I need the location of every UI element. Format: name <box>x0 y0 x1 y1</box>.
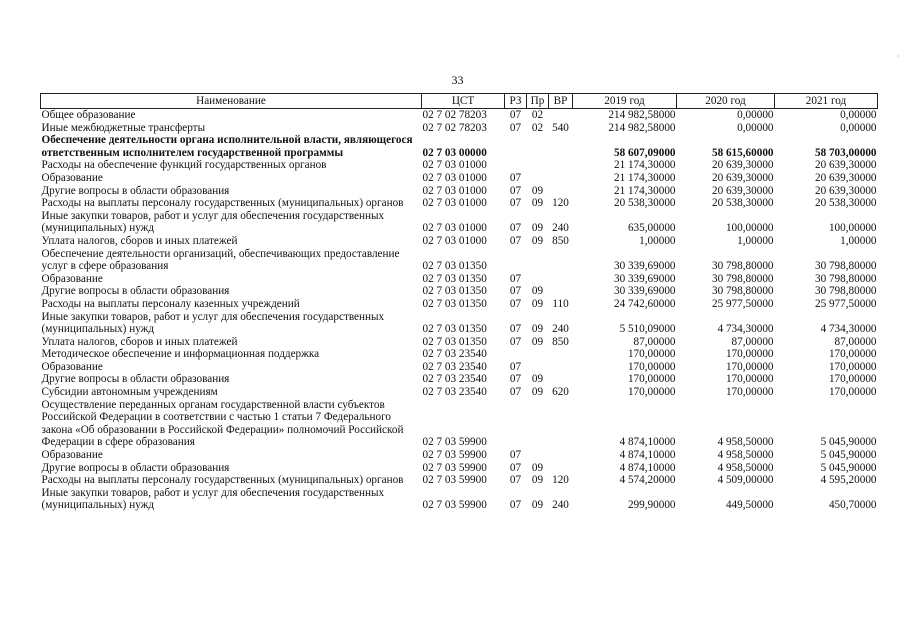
cell-2020: 100,00000 <box>725 222 774 235</box>
cell-csr: 02 7 03 59900 <box>422 461 487 474</box>
cell-pr: 09 <box>531 184 544 197</box>
cell-csr: 02 7 03 01350 <box>422 323 487 336</box>
table-row <box>41 336 878 349</box>
table-row <box>41 273 878 286</box>
cell-rz: 07 <box>509 297 522 310</box>
cell-2019: 4 574,20000 <box>619 474 676 487</box>
cell-2021: 20 639,30000 <box>814 159 877 172</box>
cell-csr: 02 7 03 01000 <box>422 197 487 210</box>
cell-pr <box>527 134 549 159</box>
table-row <box>41 185 878 198</box>
cell-vr <box>549 373 573 386</box>
table-row <box>41 449 878 462</box>
cell-csr: 02 7 03 59900 <box>422 499 487 512</box>
cell-2020: 170,00000 <box>725 348 774 361</box>
cell-2021: 20 639,30000 <box>814 184 877 197</box>
cell-2019: 87,00000 <box>633 335 676 348</box>
cell-pr: 02 <box>531 121 544 134</box>
cell-name: Иные закупки товаров, работ и услуг для обеспечения государственных (муниципальных) нужд <box>41 310 385 336</box>
cell-2019: 21 174,30000 <box>613 171 676 184</box>
cell-name: Обеспечение деятельности органа исполнительной власти, являющегося ответственным исполнителем государственной программы <box>41 134 413 159</box>
cell-name: Расходы на обеспечение функций государственных органов <box>41 159 327 172</box>
cell-vr: 120 <box>552 197 569 210</box>
cell-name: Другие вопросы в области образования <box>41 373 230 386</box>
cell-2021: 170,00000 <box>828 386 877 399</box>
cell-pr <box>527 172 549 185</box>
cell-csr: 02 7 03 59900 <box>422 436 487 449</box>
table-row <box>41 487 878 512</box>
cell-csr: 02 7 02 78203 <box>422 121 487 134</box>
cell-csr: 02 7 03 23540 <box>422 373 487 386</box>
cell-2020: 25 977,50000 <box>711 297 774 310</box>
cell-csr: 02 7 03 01350 <box>422 335 487 348</box>
cell-pr: 09 <box>531 285 544 298</box>
cell-csr: 02 7 03 01350 <box>422 272 487 285</box>
cell-rz: 07 <box>509 285 522 298</box>
cell-name: Расходы на выплаты персоналу казенных учреждений <box>41 297 300 310</box>
page-number: 33 <box>451 73 464 87</box>
header-csr: ЦСТ <box>422 94 505 109</box>
header-rz: РЗ <box>505 94 527 109</box>
cell-2020: 0,00000 <box>737 121 774 134</box>
cell-2021: 58 703,00000 <box>814 146 877 159</box>
cell-csr: 02 7 03 23540 <box>422 386 487 399</box>
cell-pr: 02 <box>531 109 544 121</box>
cell-pr <box>527 159 549 172</box>
cell-pr <box>527 449 549 462</box>
cell-vr <box>549 134 573 159</box>
cell-vr <box>549 348 573 361</box>
cell-csr: 02 7 03 00000 <box>422 146 487 159</box>
cell-name: Образование <box>41 171 103 184</box>
cell-2020: 20 639,30000 <box>711 184 774 197</box>
cell-csr: 02 7 03 23540 <box>422 348 487 361</box>
cell-name: Иные закупки товаров, работ и услуг для обеспечения государственных (муниципальных) нужд <box>41 486 385 512</box>
cell-2019: 20 538,30000 <box>613 197 676 210</box>
cell-2019: 635,00000 <box>627 222 676 235</box>
cell-name: Образование <box>41 272 103 285</box>
cell-2020: 30 798,80000 <box>711 272 774 285</box>
cell-2019: 1,00000 <box>639 234 676 247</box>
cell-pr: 09 <box>531 373 544 386</box>
cell-2021: 20 538,30000 <box>814 197 877 210</box>
cell-rz <box>505 399 527 449</box>
cell-pr: 09 <box>531 461 544 474</box>
cell-csr: 02 7 02 78203 <box>422 109 487 121</box>
cell-2021: 0,00000 <box>840 121 877 134</box>
table-row <box>41 210 878 235</box>
cell-2020: 58 615,60000 <box>711 146 774 159</box>
cell-2021: 450,70000 <box>828 499 877 512</box>
cell-pr <box>527 273 549 286</box>
cell-name: Субсидии автономным учреждениям <box>41 386 218 399</box>
cell-2021: 100,00000 <box>828 222 877 235</box>
cell-2020: 30 798,80000 <box>711 260 774 273</box>
cell-2021: 0,00000 <box>840 109 877 121</box>
table-row <box>41 172 878 185</box>
cell-2020: 4 958,50000 <box>717 436 774 449</box>
cell-2019: 4 874,10000 <box>619 436 676 449</box>
header-2019: 2019 год <box>573 94 677 109</box>
cell-2021: 4 595,20000 <box>820 474 877 487</box>
cell-2019: 4 874,10000 <box>619 461 676 474</box>
table-row <box>41 285 878 298</box>
table-row <box>41 235 878 248</box>
cell-2021: 87,00000 <box>834 335 877 348</box>
cell-name: Общее образование <box>41 109 136 121</box>
cell-pr: 09 <box>531 234 544 247</box>
cell-2019: 170,00000 <box>627 373 676 386</box>
cell-vr: 850 <box>552 335 569 348</box>
cell-2020: 20 538,30000 <box>711 197 774 210</box>
cell-pr: 09 <box>531 297 544 310</box>
cell-vr: 240 <box>552 499 569 512</box>
cell-pr: 09 <box>531 222 544 235</box>
cell-2021: 170,00000 <box>828 360 877 373</box>
table-row <box>41 474 878 487</box>
cell-2019: 24 742,60000 <box>613 297 676 310</box>
table-row <box>41 298 878 311</box>
cell-csr: 02 7 03 01000 <box>422 171 487 184</box>
cell-2019: 58 607,09000 <box>613 146 676 159</box>
cell-2020: 4 958,50000 <box>717 449 774 462</box>
cell-name: Расходы на выплаты персоналу государственных (муниципальных) органов <box>41 197 404 210</box>
cell-csr: 02 7 03 01000 <box>422 222 487 235</box>
table-row <box>41 248 878 273</box>
table-header-row <box>41 94 878 109</box>
cell-vr <box>549 172 573 185</box>
cell-csr: 02 7 03 01350 <box>422 285 487 298</box>
cell-pr: 09 <box>531 499 544 512</box>
cell-2020: 1,00000 <box>737 234 774 247</box>
cell-vr: 850 <box>552 234 569 247</box>
cell-pr <box>527 399 549 449</box>
cell-2019: 170,00000 <box>627 348 676 361</box>
cell-2021: 20 639,30000 <box>814 171 877 184</box>
cell-2020: 4 509,00000 <box>717 474 774 487</box>
cell-vr <box>549 248 573 273</box>
cell-csr: 02 7 03 01350 <box>422 297 487 310</box>
cell-2019: 4 874,10000 <box>619 449 676 462</box>
cell-csr: 02 7 03 23540 <box>422 360 487 373</box>
cell-name: Уплата налогов, сборов и иных платежей <box>41 234 238 247</box>
cell-csr: 02 7 03 01000 <box>422 234 487 247</box>
cell-rz: 07 <box>509 335 522 348</box>
table-row <box>41 109 878 122</box>
cell-2019: 21 174,30000 <box>613 159 676 172</box>
cell-vr <box>549 361 573 374</box>
cell-vr <box>549 462 573 475</box>
table-row <box>41 311 878 336</box>
header-name: Наименование <box>41 94 422 109</box>
header-pr: Пр <box>527 94 549 109</box>
cell-rz: 07 <box>509 386 522 399</box>
cell-csr: 02 7 03 01350 <box>422 260 487 273</box>
cell-name: Обеспечение деятельности организаций, обеспечивающих предоставление услуг в сфере образования <box>41 247 400 273</box>
cell-2020: 20 639,30000 <box>711 159 774 172</box>
cell-rz: 07 <box>509 449 522 462</box>
cell-pr: 09 <box>531 474 544 487</box>
cell-name: Иные закупки товаров, работ и услуг для обеспечения государственных (муниципальных) нужд <box>41 209 385 235</box>
cell-name: Осуществление переданных органам государственной власти субъектов Российской Федерации в соответствии с частью 1 статьи 7 Федерального закона «Об образовании в Российской Федерации» полномочий Российской Федерации в сфере образования <box>41 398 404 449</box>
cell-pr <box>527 248 549 273</box>
cell-rz: 07 <box>509 272 522 285</box>
cell-rz: 07 <box>509 234 522 247</box>
cell-vr: 120 <box>552 474 569 487</box>
cell-csr: 02 7 03 01000 <box>422 184 487 197</box>
cell-name: Уплата налогов, сборов и иных платежей <box>41 335 238 348</box>
cell-rz: 07 <box>509 109 522 121</box>
cell-vr <box>549 109 573 122</box>
cell-rz: 07 <box>509 373 522 386</box>
table-row <box>41 386 878 399</box>
table-row <box>41 373 878 386</box>
cell-2019: 30 339,69000 <box>613 260 676 273</box>
cell-vr: 240 <box>552 323 569 336</box>
table-body <box>41 109 878 513</box>
header-2020: 2020 год <box>677 94 775 109</box>
cell-vr <box>549 159 573 172</box>
cell-2019: 170,00000 <box>627 360 676 373</box>
cell-2019: 30 339,69000 <box>613 272 676 285</box>
cell-2019: 5 510,09000 <box>619 323 676 336</box>
cell-rz <box>505 134 527 159</box>
cell-name: Образование <box>41 449 103 462</box>
cell-2019: 21 174,30000 <box>613 184 676 197</box>
cell-name: Методическое обеспечение и информационная поддержка <box>41 348 320 361</box>
cell-rz <box>505 159 527 172</box>
cell-pr: 09 <box>531 197 544 210</box>
cell-2021: 30 798,80000 <box>814 285 877 298</box>
cell-rz: 07 <box>509 360 522 373</box>
cell-rz: 07 <box>509 323 522 336</box>
cell-2020: 4 958,50000 <box>717 461 774 474</box>
cell-pr <box>527 348 549 361</box>
budget-table <box>40 93 878 512</box>
cell-name: Другие вопросы в области образования <box>41 461 230 474</box>
cell-name: Другие вопросы в области образования <box>41 184 230 197</box>
cell-rz: 07 <box>509 222 522 235</box>
cell-rz: 07 <box>509 499 522 512</box>
cell-2021: 30 798,80000 <box>814 272 877 285</box>
table-row <box>41 399 878 449</box>
cell-2021: 170,00000 <box>828 348 877 361</box>
cell-vr: 240 <box>552 222 569 235</box>
cell-pr <box>527 361 549 374</box>
cell-vr <box>549 399 573 449</box>
cell-name: Образование <box>41 360 103 373</box>
cell-2019: 214 982,58000 <box>608 121 676 134</box>
table-row <box>41 361 878 374</box>
cell-2020: 30 798,80000 <box>711 285 774 298</box>
cell-rz: 07 <box>509 197 522 210</box>
cell-vr <box>549 273 573 286</box>
cell-csr: 02 7 03 59900 <box>422 449 487 462</box>
cell-2021: 1,00000 <box>840 234 877 247</box>
cell-2019: 214 982,58000 <box>608 109 676 121</box>
cell-2019: 170,00000 <box>627 386 676 399</box>
table-row <box>41 159 878 172</box>
cell-name: Иные межбюджетные трансферты <box>41 121 206 134</box>
table-row <box>41 134 878 159</box>
cell-rz: 07 <box>509 121 522 134</box>
cell-vr <box>549 449 573 462</box>
cell-2020: 170,00000 <box>725 360 774 373</box>
cell-2020: 170,00000 <box>725 373 774 386</box>
cell-2021: 4 734,30000 <box>820 323 877 336</box>
cell-2021: 5 045,90000 <box>820 449 877 462</box>
cell-vr <box>549 185 573 198</box>
cell-rz: 07 <box>509 461 522 474</box>
cell-pr: 09 <box>531 386 544 399</box>
cell-rz <box>505 348 527 361</box>
cell-rz <box>505 248 527 273</box>
cell-2021: 170,00000 <box>828 373 877 386</box>
cell-csr: 02 7 03 59900 <box>422 474 487 487</box>
table-row <box>41 197 878 210</box>
cell-2021: 5 045,90000 <box>820 461 877 474</box>
cell-2020: 170,00000 <box>725 386 774 399</box>
cell-2020: 87,00000 <box>731 335 774 348</box>
cell-2019: 299,90000 <box>627 499 676 512</box>
cell-2021: 30 798,80000 <box>814 260 877 273</box>
table-row <box>41 122 878 135</box>
cell-vr: 540 <box>552 121 569 134</box>
cell-name: Расходы на выплаты персоналу государственных (муниципальных) органов <box>41 474 404 487</box>
cell-vr: 110 <box>552 297 569 310</box>
cell-pr: 09 <box>531 323 544 336</box>
cell-2020: 449,50000 <box>725 499 774 512</box>
cell-2020: 20 639,30000 <box>711 171 774 184</box>
table-row <box>41 348 878 361</box>
cell-name: Другие вопросы в области образования <box>41 285 230 298</box>
cell-2021: 25 977,50000 <box>814 297 877 310</box>
cell-2021: 5 045,90000 <box>820 436 877 449</box>
cell-2020: 4 734,30000 <box>717 323 774 336</box>
cell-rz: 07 <box>509 184 522 197</box>
cell-csr: 02 7 03 01000 <box>422 159 487 172</box>
cell-rz: 07 <box>509 171 522 184</box>
margin-mark: · <box>897 52 900 61</box>
cell-pr: 09 <box>531 335 544 348</box>
header-2021: 2021 год <box>775 94 878 109</box>
table-row <box>41 462 878 475</box>
cell-2019: 30 339,69000 <box>613 285 676 298</box>
cell-vr <box>549 285 573 298</box>
cell-rz: 07 <box>509 474 522 487</box>
header-vr: ВР <box>549 94 573 109</box>
cell-2020: 0,00000 <box>737 109 774 121</box>
cell-vr: 620 <box>552 386 569 399</box>
